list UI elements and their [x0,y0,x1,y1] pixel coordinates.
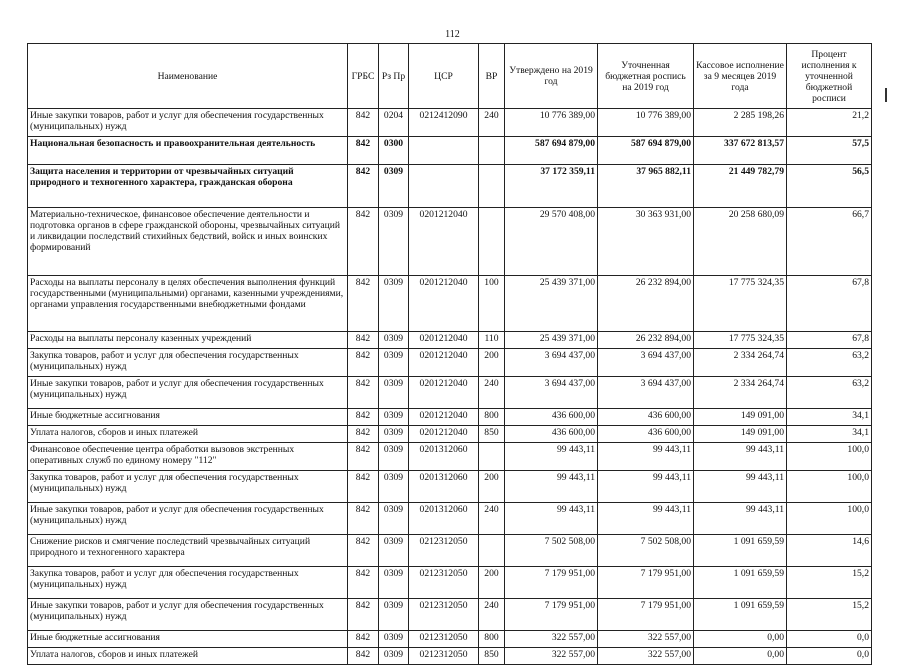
cell-percent: 56,5 [787,165,872,208]
table-row [28,349,872,377]
cell-grbs: 842 [348,109,379,137]
cell-rzpr: 0309 [379,535,409,567]
cell-rzpr: 0300 [379,137,409,165]
cell-grbs: 842 [348,648,379,665]
cell-name: Закупка товаров, работ и услуг для обеспечения государственных (муниципальных) нужд [28,567,348,599]
table-row [28,535,872,567]
cell-rzpr: 0309 [379,648,409,665]
cell-grbs: 842 [348,165,379,208]
cell-name: Уплата налогов, сборов и иных платежей [28,648,348,665]
table-row [28,332,872,349]
cell-csr: 0201212040 [409,332,479,349]
cell-rzpr: 0309 [379,567,409,599]
cell-vr: 240 [479,109,505,137]
header-approved: Утверждено на 2019 год [505,44,598,109]
cell-approved: 322 557,00 [505,648,598,665]
cell-csr: 0201212040 [409,208,479,276]
cell-name: Закупка товаров, работ и услуг для обеспечения государственных (муниципальных) нужд [28,349,348,377]
cell-approved: 7 179 951,00 [505,599,598,631]
cell-csr [409,165,479,208]
cell-refined: 30 363 931,00 [598,208,694,276]
cell-rzpr: 0309 [379,349,409,377]
cell-approved: 99 443,11 [505,503,598,535]
cell-vr: 100 [479,276,505,332]
cell-csr: 0201212040 [409,409,479,426]
cell-refined: 587 694 879,00 [598,137,694,165]
cell-name: Иные закупки товаров, работ и услуг для обеспечения государственных (муниципальных) нужд [28,503,348,535]
header-refined: Уточненная бюджетная роспись на 2019 год [598,44,694,109]
cell-cash: 2 334 264,74 [694,377,787,409]
cell-cash: 17 775 324,35 [694,276,787,332]
cell-csr: 0212312050 [409,599,479,631]
cell-vr: 200 [479,567,505,599]
cell-grbs: 842 [348,332,379,349]
cell-percent: 63,2 [787,349,872,377]
cell-grbs: 842 [348,276,379,332]
cell-rzpr: 0204 [379,109,409,137]
cell-vr [479,165,505,208]
cell-grbs: 842 [348,377,379,409]
cell-refined: 7 179 951,00 [598,599,694,631]
cell-csr: 0212312050 [409,535,479,567]
table-row [28,503,872,535]
cell-grbs: 842 [348,426,379,443]
cell-vr: 850 [479,648,505,665]
cell-rzpr: 0309 [379,165,409,208]
cell-cash: 149 091,00 [694,409,787,426]
cell-csr: 0212312050 [409,567,479,599]
cell-csr: 0212312050 [409,631,479,648]
cell-cash: 20 258 680,09 [694,208,787,276]
header-percent: Процент исполнения к уточненной бюджетной росписи [787,44,872,109]
cell-vr: 240 [479,599,505,631]
margin-mark [885,88,887,102]
cell-approved: 7 502 508,00 [505,535,598,567]
cell-approved: 37 172 359,11 [505,165,598,208]
cell-grbs: 842 [348,137,379,165]
cell-percent: 0,0 [787,648,872,665]
cell-percent: 67,8 [787,276,872,332]
cell-name: Финансовое обеспечение центра обработки вызовов экстренных оперативных служб по единому номеру "112" [28,443,348,471]
cell-approved: 10 776 389,00 [505,109,598,137]
cell-rzpr: 0309 [379,276,409,332]
cell-approved: 322 557,00 [505,631,598,648]
cell-name: Защита населения и территории от чрезвычайных ситуаций природного и техногенного характера, гражданская оборона [28,165,348,208]
cell-percent: 63,2 [787,377,872,409]
cell-refined: 436 600,00 [598,409,694,426]
cell-name: Снижение рисков и смягчение последствий чрезвычайных ситуаций природного и техногенного характера [28,535,348,567]
cell-percent: 34,1 [787,426,872,443]
cell-rzpr: 0309 [379,208,409,276]
cell-rzpr: 0309 [379,377,409,409]
cell-rzpr: 0309 [379,426,409,443]
cell-name: Иные закупки товаров, работ и услуг для обеспечения государственных (муниципальных) нужд [28,599,348,631]
cell-cash: 2 334 264,74 [694,349,787,377]
header-row [28,44,872,109]
cell-grbs: 842 [348,443,379,471]
cell-percent: 57,5 [787,137,872,165]
header-name: Наименование [28,44,348,109]
header-vr: ВР [479,44,505,109]
cell-vr: 800 [479,409,505,426]
cell-grbs: 842 [348,409,379,426]
cell-refined: 7 179 951,00 [598,567,694,599]
cell-cash: 0,00 [694,648,787,665]
cell-csr: 0212312050 [409,648,479,665]
cell-name: Иные бюджетные ассигнования [28,631,348,648]
table-row [28,109,872,137]
cell-percent: 14,6 [787,535,872,567]
cell-cash: 0,00 [694,631,787,648]
cell-percent: 67,8 [787,332,872,349]
cell-name: Национальная безопасность и правоохранительная деятельность [28,137,348,165]
cell-csr: 0201212040 [409,377,479,409]
cell-rzpr: 0309 [379,503,409,535]
header-cash: Кассовое исполнение за 9 месяцев 2019 года [694,44,787,109]
cell-percent: 15,2 [787,567,872,599]
header-csr: ЦСР [409,44,479,109]
cell-approved: 587 694 879,00 [505,137,598,165]
cell-name: Иные закупки товаров, работ и услуг для обеспечения государственных (муниципальных) нужд [28,109,348,137]
cell-name: Расходы на выплаты персоналу казенных учреждений [28,332,348,349]
cell-cash: 99 443,11 [694,471,787,503]
cell-refined: 436 600,00 [598,426,694,443]
cell-grbs: 842 [348,599,379,631]
table-row [28,165,872,208]
cell-csr: 0201312060 [409,443,479,471]
cell-cash: 2 285 198,26 [694,109,787,137]
table-row [28,648,872,665]
table-row [28,426,872,443]
cell-rzpr: 0309 [379,443,409,471]
cell-vr [479,208,505,276]
cell-vr: 800 [479,631,505,648]
cell-cash: 337 672 813,57 [694,137,787,165]
cell-refined: 26 232 894,00 [598,332,694,349]
cell-rzpr: 0309 [379,631,409,648]
cell-percent: 100,0 [787,443,872,471]
cell-approved: 436 600,00 [505,409,598,426]
cell-name: Материально-техническое, финансовое обеспечение деятельности и подготовка органов в сфере гражданской обороны, чрезвычайных ситуаций и ликвидации последствий стихийных бедствий, войск и иных воинских формирований [28,208,348,276]
cell-vr: 200 [479,471,505,503]
cell-approved: 25 439 371,00 [505,276,598,332]
cell-approved: 436 600,00 [505,426,598,443]
cell-cash: 1 091 659,59 [694,535,787,567]
cell-grbs: 842 [348,567,379,599]
cell-cash: 149 091,00 [694,426,787,443]
cell-rzpr: 0309 [379,409,409,426]
cell-vr: 240 [479,377,505,409]
cell-refined: 37 965 882,11 [598,165,694,208]
cell-vr [479,137,505,165]
cell-csr [409,137,479,165]
cell-approved: 25 439 371,00 [505,332,598,349]
cell-refined: 26 232 894,00 [598,276,694,332]
cell-csr: 0201212040 [409,276,479,332]
cell-refined: 10 776 389,00 [598,109,694,137]
cell-cash: 17 775 324,35 [694,332,787,349]
cell-percent: 100,0 [787,503,872,535]
cell-refined: 99 443,11 [598,503,694,535]
cell-vr [479,535,505,567]
cell-grbs: 842 [348,208,379,276]
cell-rzpr: 0309 [379,471,409,503]
cell-name: Уплата налогов, сборов и иных платежей [28,426,348,443]
cell-csr: 0201312060 [409,471,479,503]
cell-refined: 7 502 508,00 [598,535,694,567]
cell-refined: 322 557,00 [598,648,694,665]
cell-vr: 240 [479,503,505,535]
cell-cash: 99 443,11 [694,503,787,535]
cell-cash: 1 091 659,59 [694,599,787,631]
cell-grbs: 842 [348,349,379,377]
cell-percent: 34,1 [787,409,872,426]
cell-name: Иные бюджетные ассигнования [28,409,348,426]
cell-grbs: 842 [348,535,379,567]
cell-percent: 15,2 [787,599,872,631]
table-row [28,443,872,471]
table-row [28,409,872,426]
cell-rzpr: 0309 [379,332,409,349]
header-grbs: ГРБС [348,44,379,109]
budget-table [27,43,872,665]
header-rzpr: Рз Пр [379,44,409,109]
cell-grbs: 842 [348,471,379,503]
page-number: 112 [445,29,460,40]
table-row [28,377,872,409]
cell-approved: 7 179 951,00 [505,567,598,599]
table-row [28,567,872,599]
cell-refined: 3 694 437,00 [598,377,694,409]
table-row [28,208,872,276]
table-row [28,599,872,631]
cell-vr: 110 [479,332,505,349]
table-row [28,631,872,648]
table-row [28,137,872,165]
cell-cash: 21 449 782,79 [694,165,787,208]
cell-refined: 3 694 437,00 [598,349,694,377]
cell-vr: 200 [479,349,505,377]
cell-rzpr: 0309 [379,599,409,631]
cell-approved: 29 570 408,00 [505,208,598,276]
cell-csr: 0201312060 [409,503,479,535]
cell-grbs: 842 [348,503,379,535]
cell-vr [479,443,505,471]
cell-name: Расходы на выплаты персоналу в целях обеспечения выполнения функций государственными (муниципальными) органами, казенными учреждениями, органами управления государственными внебюджетными фондами [28,276,348,332]
cell-grbs: 842 [348,631,379,648]
table-row [28,276,872,332]
cell-refined: 322 557,00 [598,631,694,648]
cell-refined: 99 443,11 [598,471,694,503]
cell-approved: 99 443,11 [505,471,598,503]
cell-percent: 66,7 [787,208,872,276]
cell-vr: 850 [479,426,505,443]
cell-name: Иные закупки товаров, работ и услуг для обеспечения государственных (муниципальных) нужд [28,377,348,409]
cell-approved: 3 694 437,00 [505,377,598,409]
cell-csr: 0201212040 [409,349,479,377]
cell-approved: 3 694 437,00 [505,349,598,377]
cell-csr: 0212412090 [409,109,479,137]
table-body [28,109,872,665]
cell-percent: 21,2 [787,109,872,137]
table-row [28,471,872,503]
cell-cash: 99 443,11 [694,443,787,471]
cell-refined: 99 443,11 [598,443,694,471]
cell-percent: 0,0 [787,631,872,648]
cell-cash: 1 091 659,59 [694,567,787,599]
cell-percent: 100,0 [787,471,872,503]
cell-approved: 99 443,11 [505,443,598,471]
cell-name: Закупка товаров, работ и услуг для обеспечения государственных (муниципальных) нужд [28,471,348,503]
cell-csr: 0201212040 [409,426,479,443]
